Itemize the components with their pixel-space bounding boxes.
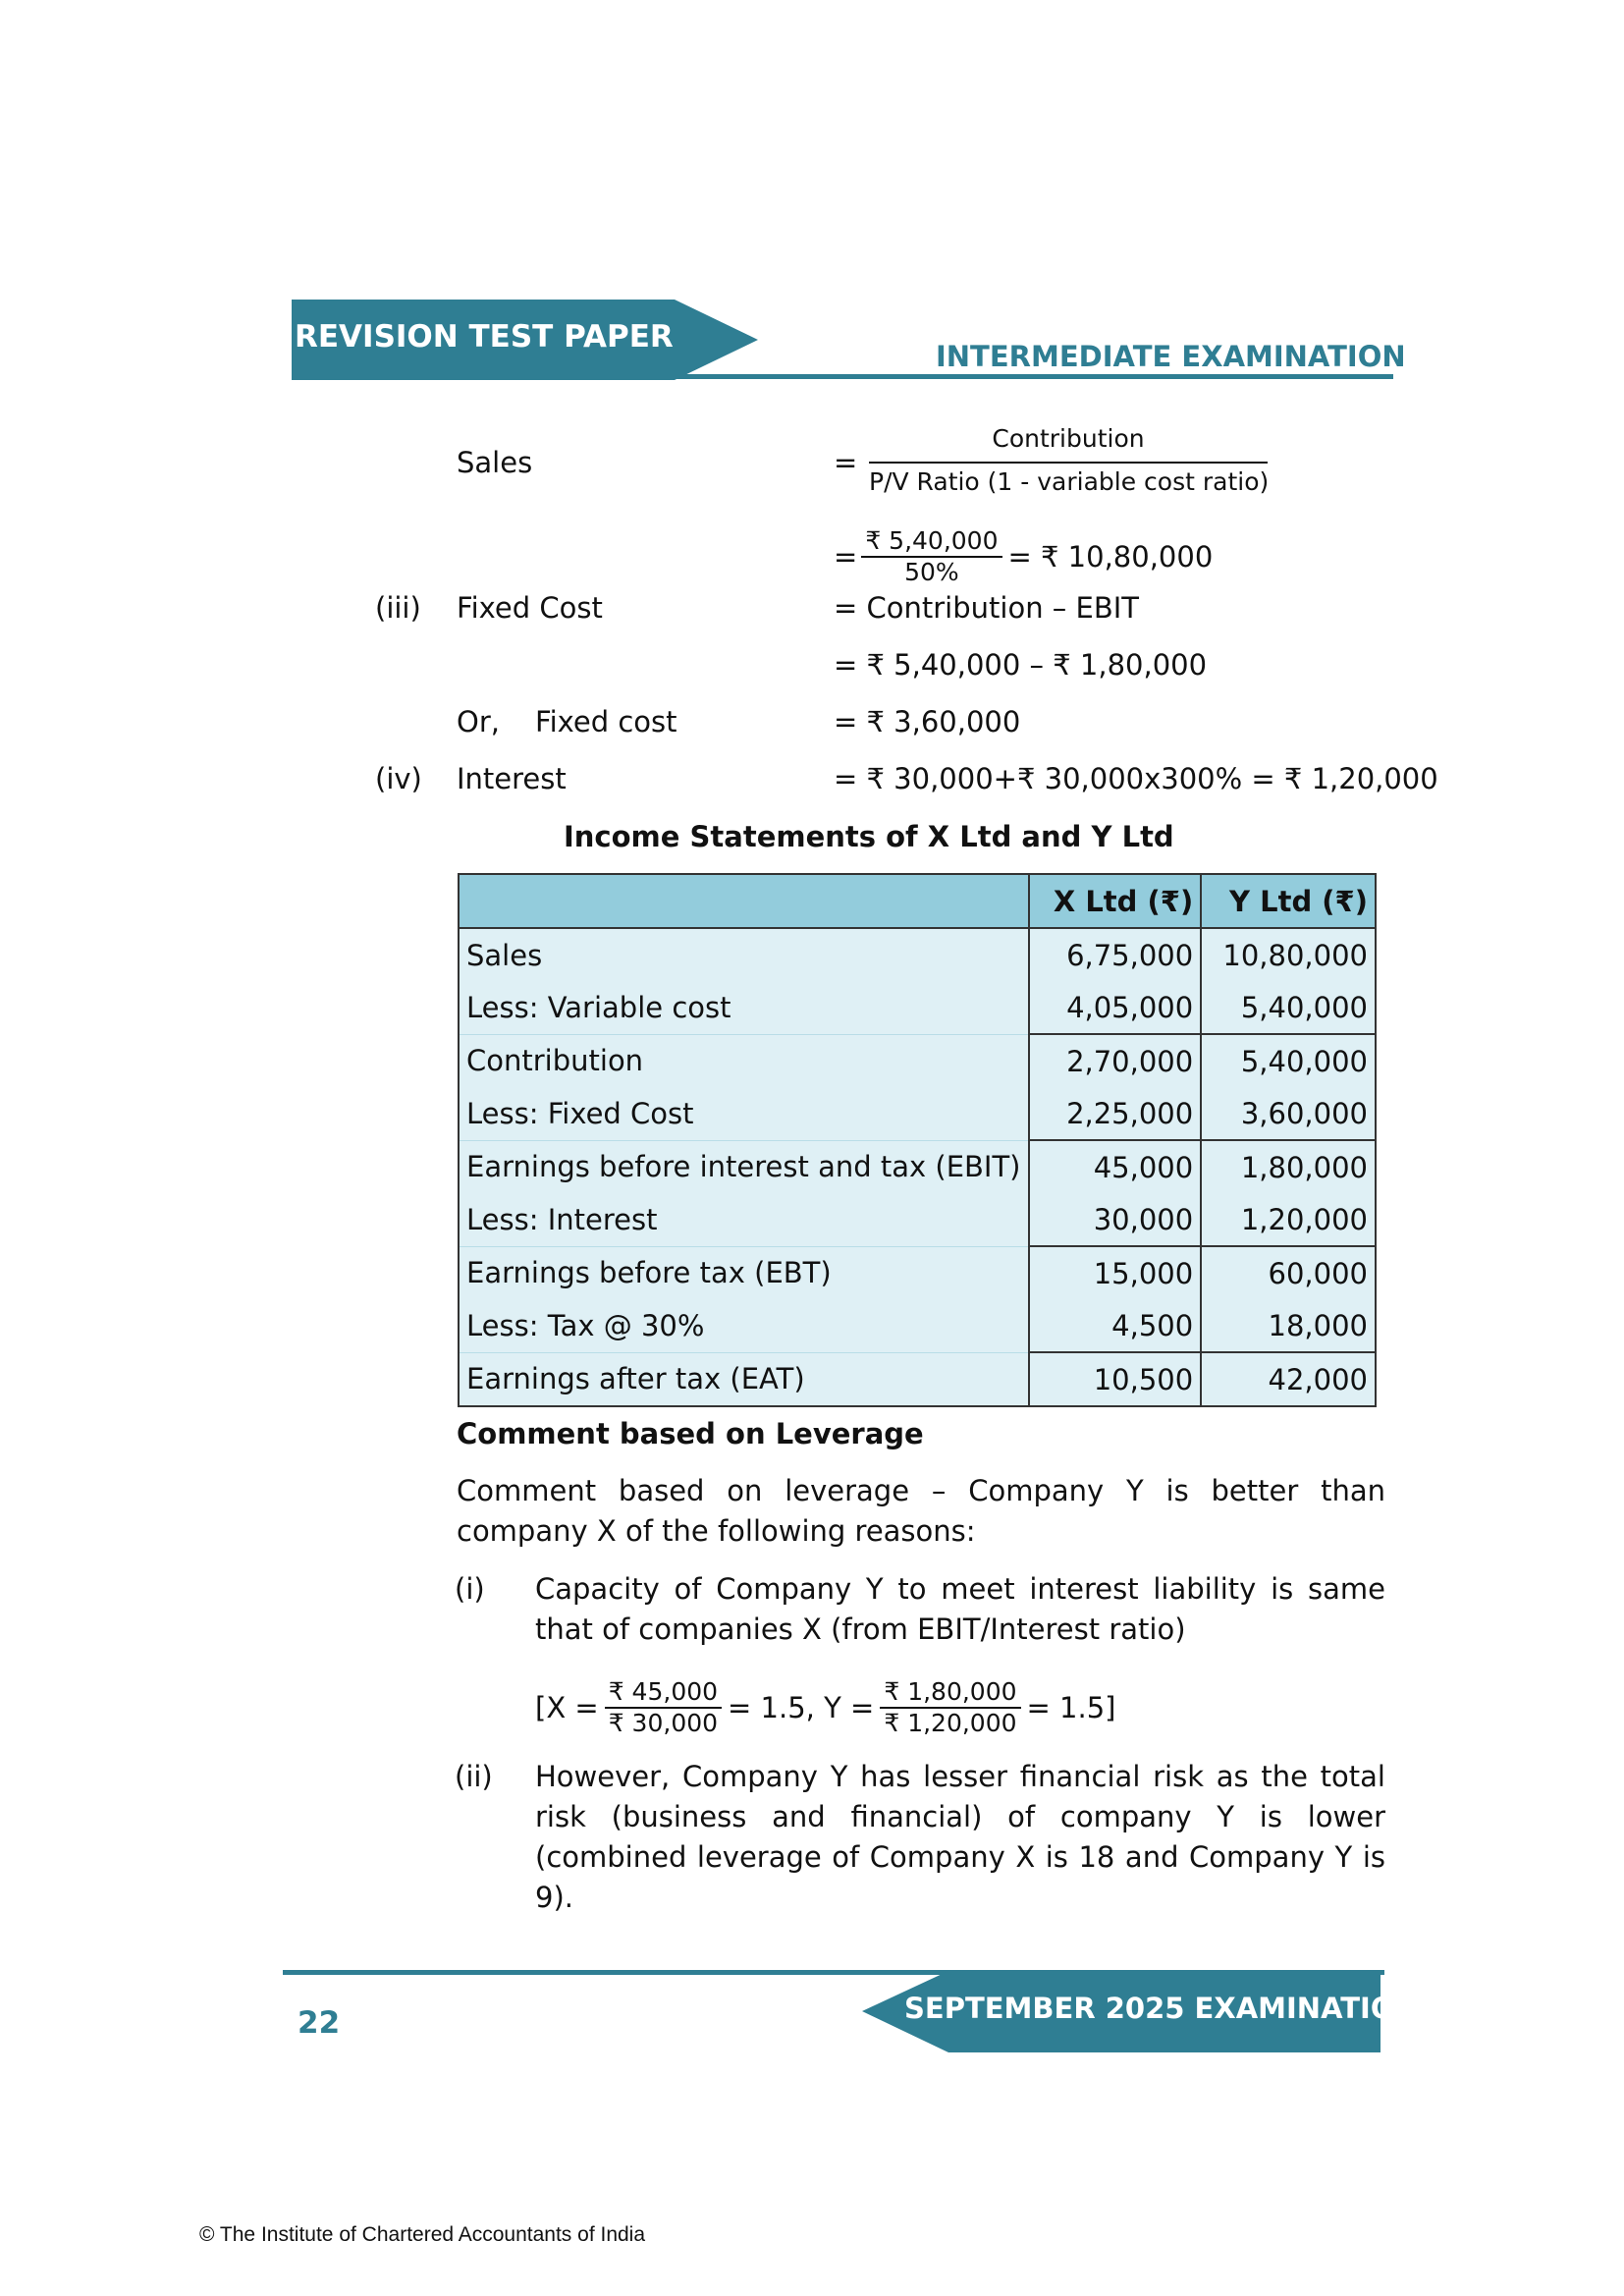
comment-i-marker: (i) [455, 1572, 485, 1606]
interest-label: Interest [457, 762, 567, 795]
item-iii-marker: (iii) [375, 591, 421, 625]
row-label: Earnings after tax (EAT) [459, 1352, 1029, 1406]
ratio-y-fraction [880, 1677, 1020, 1738]
sales-step-fraction [861, 526, 1001, 587]
row-y-value: 5,40,000 [1201, 981, 1376, 1034]
row-y-value: 1,80,000 [1201, 1140, 1376, 1193]
row-y-value: 18,000 [1201, 1299, 1376, 1352]
header-title: REVISION TEST PAPER [295, 319, 674, 355]
ratio-x-denominator: ₹ 30,000 [608, 1709, 719, 1737]
table-row [459, 1352, 1376, 1406]
ratio-expression [535, 1677, 1115, 1738]
footer-exam-name: SEPTEMBER 2025 EXAMINATION [904, 1992, 1419, 2025]
row-y-value: 42,000 [1201, 1352, 1376, 1406]
sales-step-result: = ₹ 10,80,000 [1007, 540, 1214, 574]
sales-step [834, 526, 1213, 587]
or-label: Or, [457, 705, 500, 738]
header-exam-name: INTERMEDIATE EXAMINATION [936, 340, 1406, 373]
comment-ii-marker: (ii) [455, 1760, 493, 1793]
fixed-cost-step: = ₹ 5,40,000 – ₹ 1,80,000 [834, 648, 1208, 682]
row-x-value: 30,000 [1029, 1193, 1202, 1246]
row-x-value: 4,05,000 [1029, 981, 1202, 1034]
row-x-value: 45,000 [1029, 1140, 1202, 1193]
ratio-open: [X = [535, 1691, 599, 1724]
sales-fraction-bar [869, 462, 1268, 464]
comment-ii-text: However, Company Y has lesser financial risk as the total risk (business and financial) of company Y is lower (combined leverage of Company X is 18 and Company Y is 9). [535, 1760, 1385, 1914]
comment-i-text: Capacity of Company Y to meet interest liability is same that of companies X (from EBIT/Interest ratio) [535, 1572, 1385, 1646]
table-header-row [459, 874, 1376, 928]
table-row [459, 1140, 1376, 1193]
fixed-cost-label: Fixed Cost [457, 591, 603, 625]
row-y-value: 3,60,000 [1201, 1087, 1376, 1140]
row-label: Less: Fixed Cost [459, 1087, 1029, 1140]
ratio-y-denominator: ₹ 1,20,000 [884, 1709, 1017, 1737]
table-row [459, 1087, 1376, 1140]
sales-step-numerator: ₹ 5,40,000 [865, 526, 999, 555]
row-label: Sales [459, 928, 1029, 981]
table-row [459, 1246, 1376, 1299]
table-title: Income Statements of X Ltd and Y Ltd [564, 820, 1174, 853]
ratio-x-numerator: ₹ 45,000 [608, 1677, 719, 1706]
row-x-value: 15,000 [1029, 1246, 1202, 1299]
ratio-x-fraction [605, 1677, 722, 1738]
page-number: 22 [298, 2005, 341, 2041]
row-label: Earnings before tax (EBT) [459, 1246, 1029, 1299]
row-label: Less: Interest [459, 1193, 1029, 1246]
row-label: Earnings before interest and tax (EBIT) [459, 1140, 1029, 1193]
row-y-value: 60,000 [1201, 1246, 1376, 1299]
ratio-close: = 1.5] [1026, 1691, 1116, 1724]
row-label: Less: Variable cost [459, 981, 1029, 1034]
sales-fraction-denominator: P/V Ratio (1 - variable cost ratio) [869, 467, 1270, 496]
row-x-value: 4,500 [1029, 1299, 1202, 1352]
row-x-value: 2,70,000 [1029, 1034, 1202, 1087]
table-row [459, 928, 1376, 981]
sales-step-equals: = [834, 540, 858, 574]
row-y-value: 5,40,000 [1201, 1034, 1376, 1087]
sales-label: Sales [457, 446, 533, 479]
row-label: Contribution [459, 1034, 1029, 1087]
ratio-mid: = 1.5, Y = [728, 1691, 875, 1724]
comment-intro: Comment based on leverage – Company Y is better than company X of the following reasons: [457, 1474, 1385, 1548]
copyright-notice: © The Institute of Chartered Accountants of India [199, 2223, 646, 2246]
header-cell-particulars [459, 874, 1029, 928]
income-statement-table [458, 873, 1377, 1407]
row-label: Less: Tax @ 30% [459, 1299, 1029, 1352]
row-x-value: 10,500 [1029, 1352, 1202, 1406]
row-x-value: 6,75,000 [1029, 928, 1202, 981]
table-row [459, 1299, 1376, 1352]
row-y-value: 1,20,000 [1201, 1193, 1376, 1246]
table-row [459, 981, 1376, 1034]
item-iv-marker: (iv) [375, 762, 422, 795]
table-row [459, 1193, 1376, 1246]
ratio-y-numerator: ₹ 1,80,000 [884, 1677, 1017, 1706]
sales-step-denominator: 50% [904, 558, 959, 586]
row-y-value: 10,80,000 [1201, 928, 1376, 981]
interest-formula: = ₹ 30,000+₹ 30,000x300% = ₹ 1,20,000 [834, 762, 1438, 795]
sales-fraction-numerator: Contribution [992, 424, 1145, 453]
row-x-value: 2,25,000 [1029, 1087, 1202, 1140]
fixed-cost-formula: = Contribution – EBIT [834, 591, 1139, 625]
sales-equals: = [834, 446, 858, 479]
table-row [459, 1034, 1376, 1087]
fixed-cost-result: = ₹ 3,60,000 [834, 705, 1021, 738]
header-cell-y-ltd: Y Ltd (₹) [1201, 874, 1376, 928]
fixed-cost-label-2: Fixed cost [535, 705, 677, 738]
comment-heading: Comment based on Leverage [457, 1417, 924, 1450]
header-cell-x-ltd: X Ltd (₹) [1029, 874, 1202, 928]
